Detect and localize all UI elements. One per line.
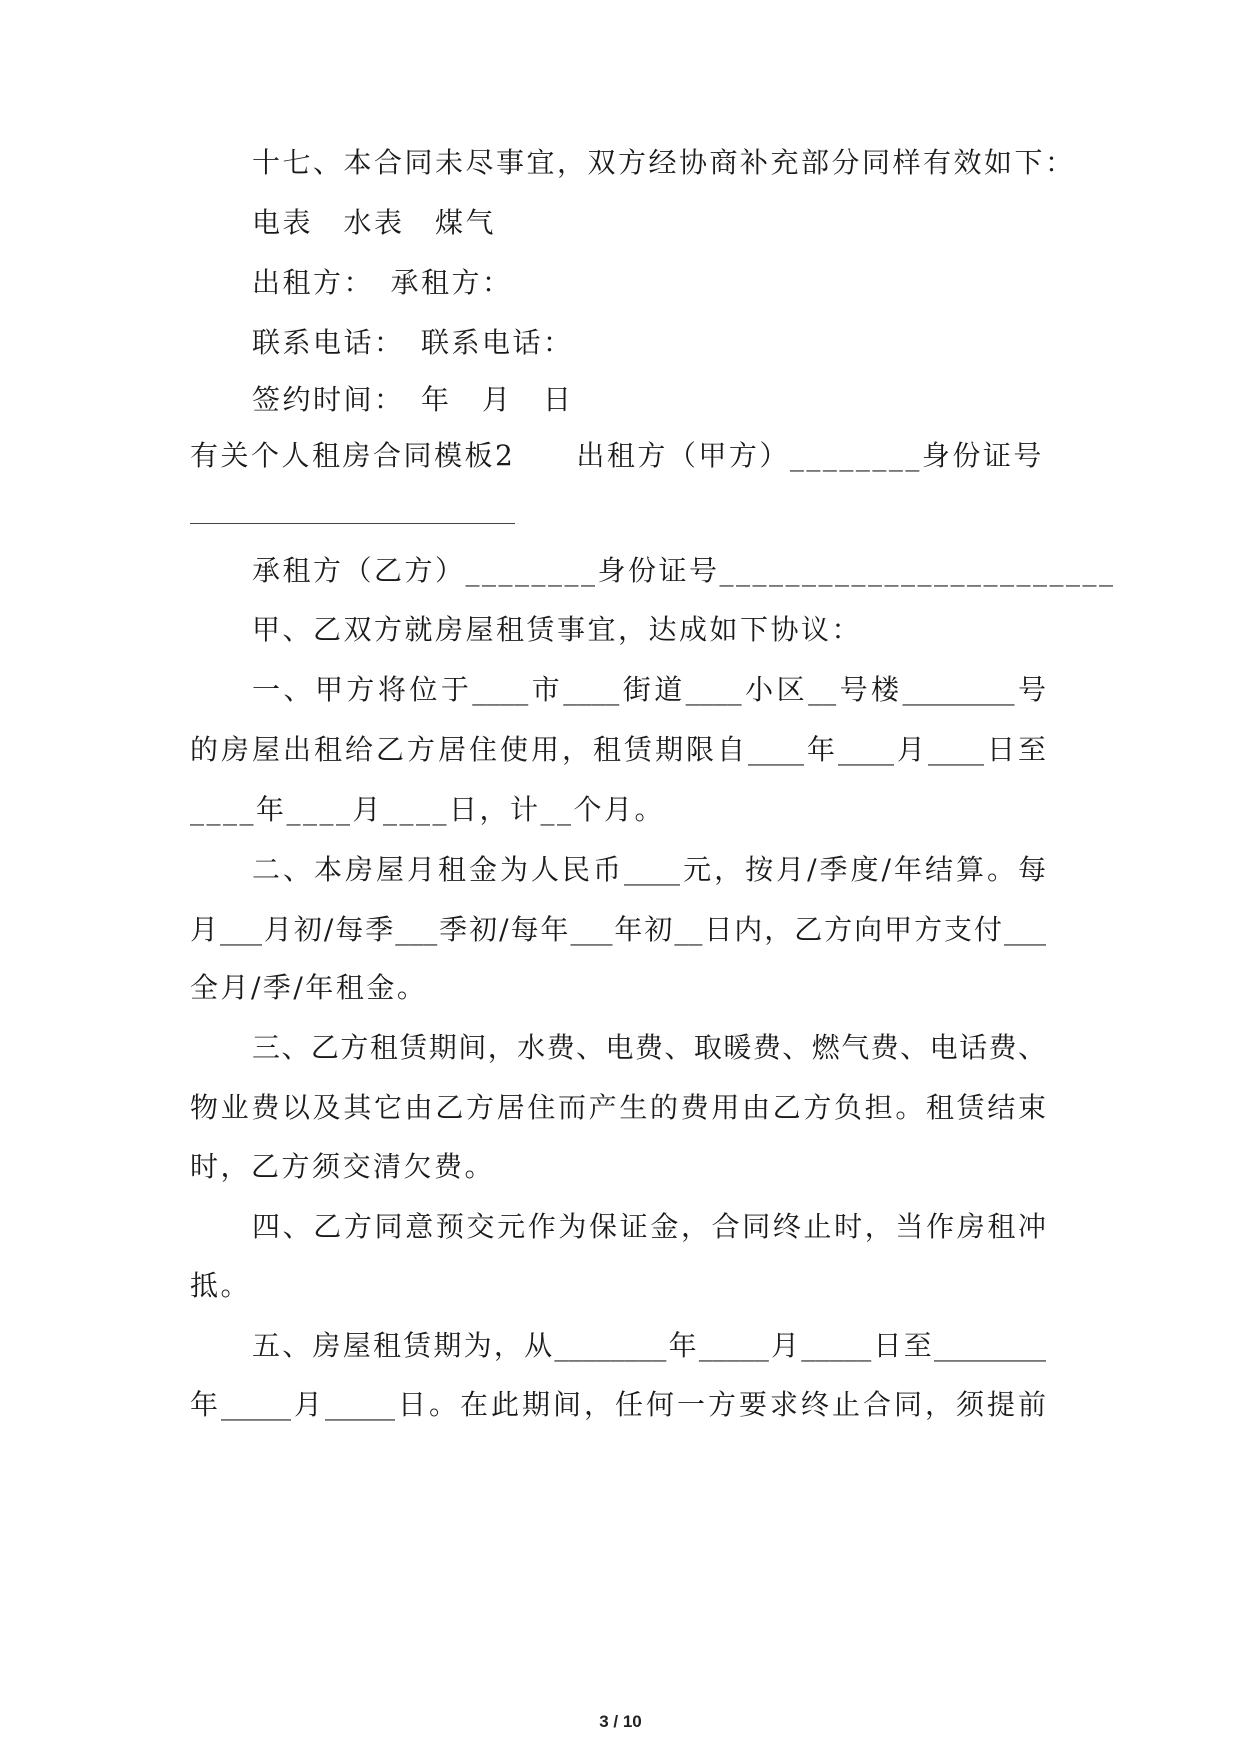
agreement-intro: 甲、乙双方就房屋租赁事宜，达成如下协议：: [252, 613, 863, 646]
meter-list: 电表 水表 煤气: [252, 206, 497, 239]
clause-2-line-1: 二、本房屋月租金为人民币____元，按月/季度/年结算。每: [252, 853, 1046, 886]
clause-3-line-3: 时，乙方须交清欠费。: [190, 1150, 496, 1183]
clause-5-line-1: 五、房屋租赁期为，从________年_____月_____日至________: [252, 1329, 1046, 1362]
clause-4-line-1: 四、乙方同意预交元作为保证金，合同终止时，当作房租冲: [252, 1210, 1046, 1243]
clause-2-line-2: 月___月初/每季___季初/每年___年初__日内，乙方向甲方支付___: [190, 913, 1046, 946]
clause-1-line-2: 的房屋出租给乙方居住使用，租赁期限自____年____月____日至: [190, 733, 1046, 766]
clause-3-line-2: 物业费以及其它由乙方居住而产生的费用由乙方负担。租赁结束: [190, 1091, 1046, 1124]
clause-2-line-3: 全月/季/年租金。: [190, 971, 428, 1004]
page-number: 3 / 10: [599, 1712, 642, 1731]
clause-1-line-1: 一、甲方将位于____市____街道____小区__号楼________号: [252, 673, 1046, 706]
clause-17: 十七、本合同未尽事宜，双方经协商补充部分同样有效如下：: [252, 146, 1076, 179]
clause-1-line-3: ____年____月____日，计__个月。: [190, 793, 666, 826]
signing-date: 签约时间： 年 月 日: [252, 383, 574, 416]
id-number-blank-rule: [190, 523, 515, 524]
clause-3-line-1: 三、乙方租赁期间，水费、电费、取暖费、燃气费、电话费、: [252, 1031, 1046, 1064]
template-2-title-line: 有关个人租房合同模板2 出租方（甲方）________身份证号: [190, 439, 1044, 472]
lessee-line: 承租方（乙方）________身份证号________________________: [252, 554, 1116, 587]
party-signatures: 出租方： 承租方：: [252, 266, 513, 299]
contact-phones: 联系电话： 联系电话：: [252, 326, 574, 359]
clause-4-line-2: 抵。: [190, 1269, 252, 1302]
clause-5-line-2: 年_____月_____日。在此期间，任何一方要求终止合同，须提前: [190, 1388, 1046, 1421]
